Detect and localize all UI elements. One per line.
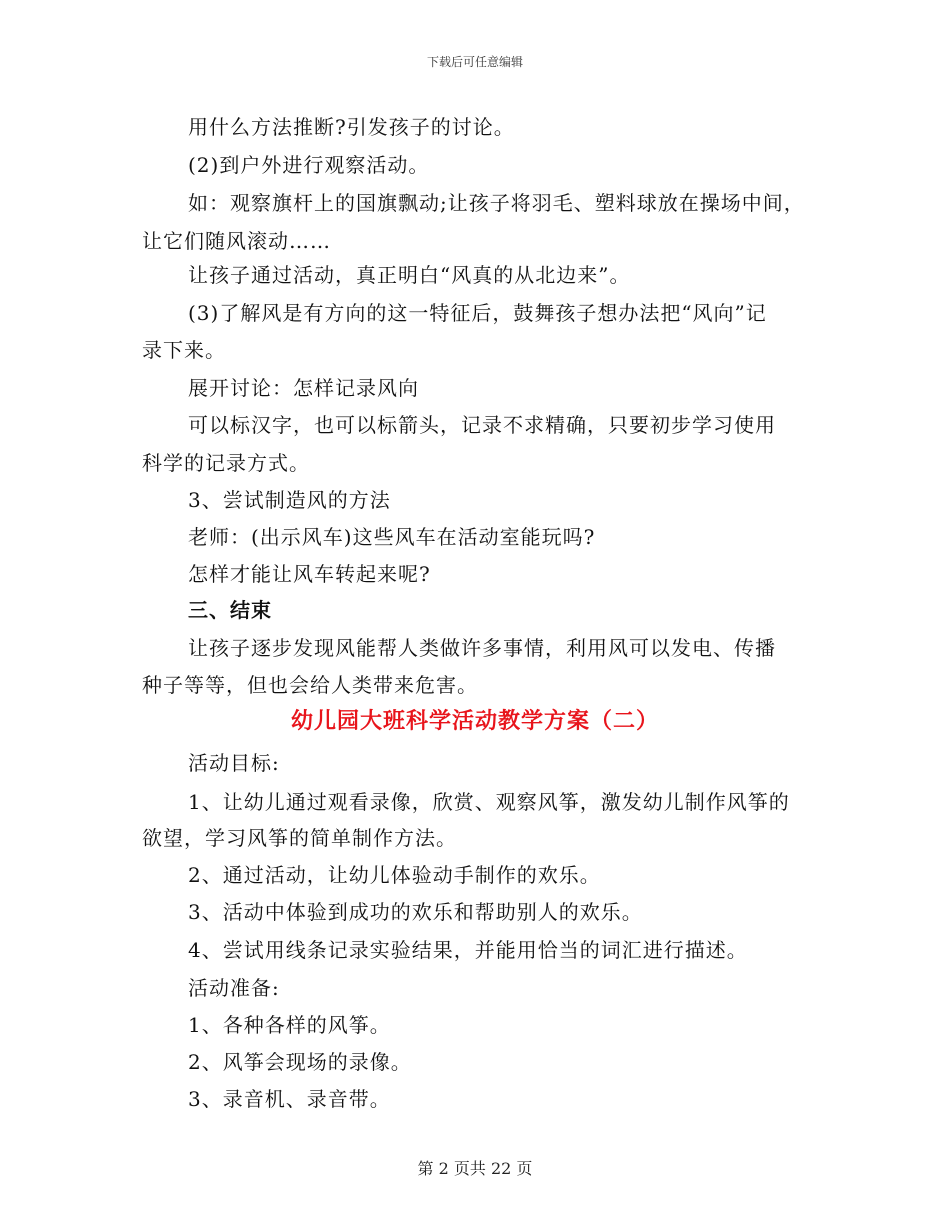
paragraph-line: 如：观察旗杆上的国旗飘动;让孩子将羽毛、塑料球放在操场中间， [188, 191, 805, 215]
paragraph-line: 2、风筝会现场的录像。 [188, 1050, 412, 1074]
paragraph-line: 老师：(出示风车)这些风车在活动室能玩吗? [188, 525, 596, 549]
paragraph-line: 欲望，学习风筝的简单制作方法。 [142, 826, 457, 850]
paragraph-line: 录下来。 [142, 338, 226, 362]
paragraph-line: 1、各种各样的风筝。 [188, 1013, 391, 1037]
paragraph-line: 3、录音机、录音带。 [188, 1087, 391, 1111]
document-title: 幼儿园大班科学活动教学方案（二） [290, 709, 659, 734]
paragraph-line: (2)到户外进行观察活动。 [188, 153, 430, 177]
paragraph-line: 3、活动中体验到成功的欢乐和帮助别人的欢乐。 [188, 900, 643, 924]
paragraph-line: 活动目标: [188, 751, 280, 775]
paragraph-line: 展开讨论：怎样记录风向 [188, 376, 419, 400]
paragraph-line: 4、尝试用线条记录实验结果，并能用恰当的词汇进行描述。 [188, 938, 748, 962]
paragraph-line: 可以标汉字，也可以标箭头，记录不求精确，只要初步学习使用 [188, 413, 776, 437]
paragraph-line: 种子等等，但也会给人类带来危害。 [142, 673, 478, 697]
section-heading: 三、结束 [188, 598, 272, 622]
paragraph-line: 1、让幼儿通过观看录像，欣赏、观察风筝，激发幼儿制作风筝的 [188, 790, 790, 814]
paragraph-line: 用什么方法推断?引发孩子的讨论。 [188, 115, 515, 139]
page-footer: 第 2 页共 22 页 [417, 1159, 533, 1178]
paragraph-line: 让孩子逐步发现风能帮人类做许多事情，利用风可以发电、传播 [188, 636, 776, 660]
paragraph-line: 2、通过活动，让幼儿体验动手制作的欢乐。 [188, 863, 601, 887]
paragraph-line: 活动准备: [188, 976, 280, 1000]
paragraph-line: 让孩子通过活动，真正明白“风真的从北边来”。 [188, 263, 631, 287]
paragraph-line: (3)了解风是有方向的这一特征后，鼓舞孩子想办法把“风向”记 [188, 301, 767, 325]
paragraph-line: 3、尝试制造风的方法 [188, 488, 391, 512]
paragraph-line: 怎样才能让风车转起来呢? [188, 562, 431, 586]
paragraph-line: 让它们随风滚动…… [142, 229, 331, 253]
paragraph-line: 科学的记录方式。 [142, 451, 310, 475]
page-header: 下载后可任意编辑 [426, 55, 523, 69]
